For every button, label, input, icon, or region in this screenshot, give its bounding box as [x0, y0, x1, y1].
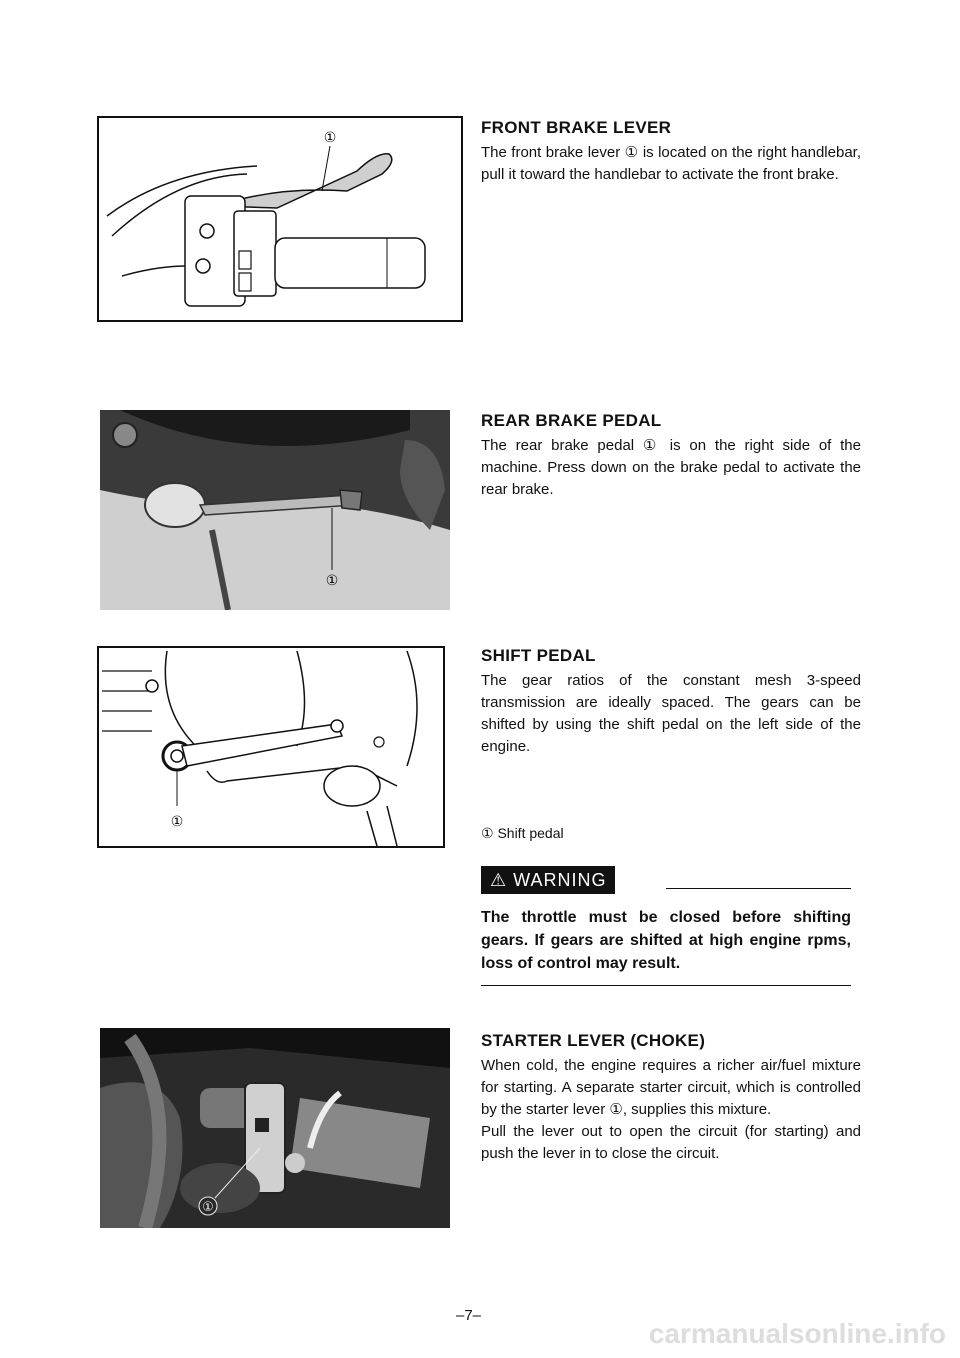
warning-header [481, 866, 851, 898]
front-brake-callout: ① [323, 130, 337, 146]
shift-pedal-title: SHIFT PEDAL [481, 646, 596, 665]
warning-bottom-rule [481, 985, 851, 986]
warning-label: WARNING [513, 870, 607, 890]
watermark: carmanualsonline.info [648, 1318, 946, 1349]
starter-lever-photo [100, 1028, 450, 1228]
front-brake-body: The front brake lever ① is located on the right handlebar, pull it toward the handlebar to activate the front brake. [481, 144, 861, 183]
starter-section [481, 1031, 861, 1165]
rear-brake-section [481, 411, 861, 501]
shift-pedal-callout: ① [170, 814, 184, 830]
front-brake-section [481, 118, 861, 186]
warning-badge [481, 866, 615, 894]
warning-icon: ⚠ [490, 870, 514, 890]
starter-body-1: When cold, the engine requires a richer air/fuel mixture for starting. A separate starter circuit, which is controlled by the starter lever ①, supplies this mixture. [481, 1057, 861, 1118]
shift-pedal-section [481, 646, 861, 758]
rear-brake-body: The rear brake pedal ① is on the right side of the machine. Press down on the brake pedal to activate the rear brake. [481, 437, 861, 498]
starter-body-2: Pull the lever out to open the circuit (for starting) and push the lever in to close the circuit. [481, 1123, 861, 1162]
shift-pedal-caption: ① Shift pedal [481, 825, 564, 841]
shift-pedal-body: The gear ratios of the constant mesh 3-speed transmission are ideally spaced. The gears can be shifted by using the shift pedal on the left side of the engine. [481, 672, 861, 755]
page-number: –7– [456, 1307, 482, 1324]
rear-brake-callout: ① [325, 573, 339, 589]
rear-brake-pedal-photo [100, 410, 450, 610]
warning-text: The throttle must be closed before shifting gears. If gears are shifted at high engine rpms, loss of control may result. [481, 909, 851, 972]
front-brake-lever-illustration [97, 116, 463, 322]
starter-title: STARTER LEVER (CHOKE) [481, 1031, 706, 1050]
rear-brake-title: REAR BRAKE PEDAL [481, 411, 662, 430]
front-brake-title: FRONT BRAKE LEVER [481, 118, 672, 137]
shift-pedal-illustration [97, 646, 445, 848]
warning-divider [666, 888, 851, 889]
starter-callout: ① [202, 1200, 214, 1215]
